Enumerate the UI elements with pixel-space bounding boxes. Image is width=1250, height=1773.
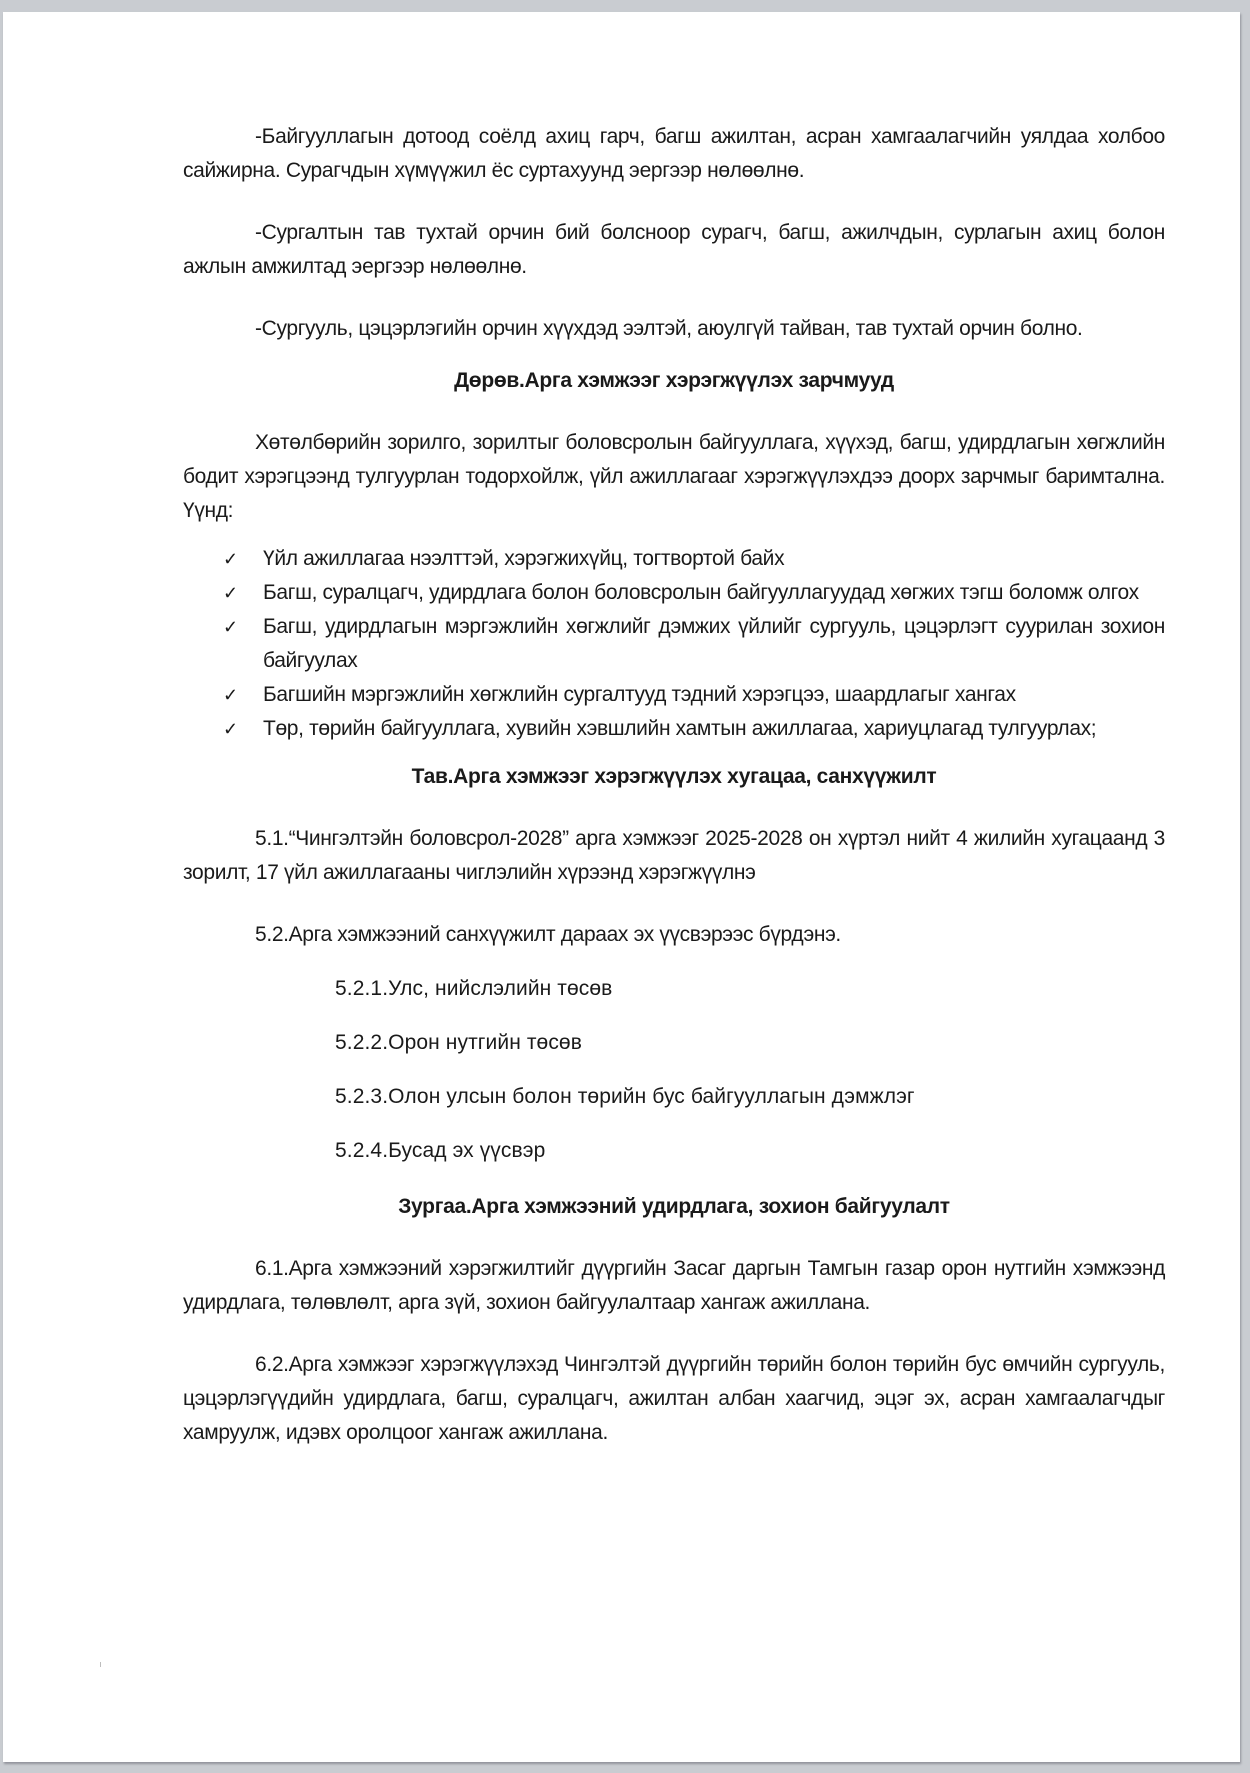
section-6-1-paragraph: 6.1.Арга хэмжээний хэрэгжилтийг дүүргийн Засаг даргын Тамгын газар орон нутгийн хэмжээнд удирдлага, төлөвлөлт, арга зүй, зохион байгуулалтаар хангаж ажиллана. — [183, 1257, 1165, 1314]
funding-source-item: 5.2.3.Олон улсын болон төрийн бус байгууллагын дэмжлэг — [335, 1085, 915, 1108]
funding-sources-list — [183, 972, 1165, 1168]
principle-text: Төр, төрийн байгууллага, хувийн хэвшлийн хамтын ажиллагаа, хариуцлагад тулгуурлах; — [263, 717, 1097, 740]
intro-paragraph-3: -Сургууль, цэцэрлэгийн орчин хүүхдэд ээлтэй, аюулгүй тайван, тав тухтай орчин болно. — [255, 317, 1083, 340]
principle-text: Багш, удирдлагын мэргэжлийн хөгжлийг дэмжих үйлийг сургууль, цэцэрлэгт суурилан зохион байгуулах — [263, 615, 1165, 672]
funding-source-item: 5.2.4.Бусад эх үүсвэр — [335, 1139, 546, 1162]
section-5-heading: Тав.Арга хэмжээг хэрэгжүүлэх хугацаа, санхүүжилт — [411, 765, 937, 788]
section-5-2-paragraph: 5.2.Арга хэмжээний санхүүжилт дараах эх үүсвэрээс бүрдэнэ. — [255, 923, 841, 946]
principle-text: Үйл ажиллагаа нээлттэй, хэрэгжихүйц, тогтвортой байх — [263, 547, 785, 570]
principle-text: Багшийн мэргэжлийн хөгжлийн сургалтууд тэдний хэрэгцээ, шаардлагыг хангах — [263, 683, 1016, 706]
section-5-1-paragraph: 5.1.“Чингэлтэйн боловсрол-2028” арга хэмжээг 2025-2028 он хүртэл нийт 4 жилийн хугацаанд 3 зорилт, 17 үйл ажиллагааны чиглэлийн хүрээнд хэрэгжүүлнэ — [183, 827, 1165, 884]
principle-item — [183, 576, 1165, 610]
checkmark-icon: ✓ — [223, 685, 238, 705]
principle-item — [183, 712, 1165, 746]
funding-source-item: 5.2.1.Улс, нийслэлийн төсөв — [335, 977, 613, 1000]
principle-item — [183, 678, 1165, 712]
page-content — [183, 120, 1165, 1478]
intro-paragraph-1: -Байгууллагын дотоод соёлд ахиц гарч, багш ажилтан, асран хамгаалагчийн уялдаа холбоо сайжирна. Сурагчдын хүмүүжил ёс суртахуунд эергээр нөлөөлнө. — [183, 125, 1165, 182]
principles-list — [183, 542, 1165, 746]
scan-artifact — [100, 1662, 101, 1667]
section-6-heading: Зургаа.Арга хэмжээний удирдлага, зохион байгуулалт — [398, 1195, 950, 1218]
document-page — [3, 12, 1240, 1762]
principle-item — [183, 542, 1165, 576]
checkmark-icon: ✓ — [223, 719, 238, 739]
principle-item — [183, 610, 1165, 678]
section-4-heading: Дөрөв.Арга хэмжээг хэрэгжүүлэх зарчмууд — [454, 369, 894, 392]
checkmark-icon: ✓ — [223, 617, 238, 637]
intro-paragraph-2: -Сургалтын тав тухтай орчин бий болсноор сурагч, багш, ажилчдын, сурлагын ахиц болон ажлын амжилтад эергээр нөлөөлнө. — [183, 221, 1165, 278]
checkmark-icon: ✓ — [223, 549, 238, 569]
funding-source-item: 5.2.2.Орон нутгийн төсөв — [335, 1031, 582, 1054]
section-4-paragraph: Хөтөлбөрийн зорилго, зорилтыг боловсролын байгууллага, хүүхэд, багш, удирдлагын хөгжлийн бодит хэрэгцээнд тулгуурлан тодорхойлж, үйл ажиллагааг хэрэгжүүлэхдээ доорх зарчмыг баримтална. Үүнд: — [183, 431, 1165, 522]
checkmark-icon: ✓ — [223, 583, 238, 603]
principle-text: Багш, суралцагч, удирдлага болон боловсролын байгууллагуудад хөгжих тэгш боломж олгох — [263, 581, 1139, 604]
section-6-2-paragraph: 6.2.Арга хэмжээг хэрэгжүүлэхэд Чингэлтэй дүүргийн төрийн болон төрийн бус өмчийн сургууль, цэцэрлэгүүдийн удирдлага, багш, суралцагч, ажилтан албан хаагчид, эцэг эх, асран хамгаалагчдыг хамруулж, идэвх оролцоог хангаж ажиллана. — [183, 1353, 1165, 1444]
